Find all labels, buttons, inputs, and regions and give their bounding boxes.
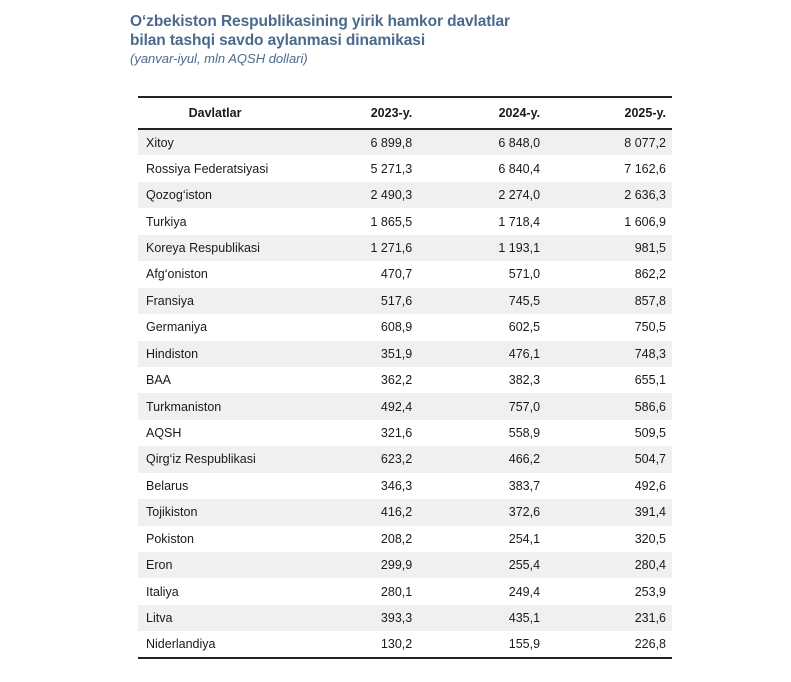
value-2025-cell: 226,8 [542, 631, 672, 657]
value-2023-cell: 517,6 [292, 288, 415, 314]
table-row [138, 261, 672, 287]
value-2025-cell: 253,9 [634, 584, 666, 599]
table-row [138, 526, 672, 552]
country-cell: Koreya Respublikasi [138, 235, 292, 261]
country-cell: Qozog‘iston [138, 182, 292, 208]
value-2023-cell: 346,3 [380, 478, 413, 493]
table-row [138, 605, 672, 631]
value-2023-cell: 321,6 [380, 426, 413, 441]
table-row [138, 288, 672, 314]
value-2025-cell: 586,6 [542, 393, 672, 419]
country-cell: Qirg‘iz Respublikasi [138, 446, 292, 472]
table-header-row [138, 97, 672, 129]
value-2025-cell: 280,4 [542, 552, 672, 578]
table-body [138, 129, 672, 658]
value-2024-cell: 476,1 [415, 341, 542, 367]
value-2024-cell: 757,0 [415, 393, 542, 419]
value-2023-cell: 362,2 [380, 373, 413, 388]
table-row [138, 552, 672, 578]
value-2024-cell: 6 840,4 [498, 161, 541, 176]
value-2024-cell: 382,3 [508, 373, 541, 388]
value-2023-cell: 393,3 [292, 605, 415, 631]
value-2024-cell: 372,6 [415, 499, 542, 525]
value-2023-cell: 6 899,8 [292, 129, 415, 155]
table-row [138, 420, 672, 446]
value-2024-cell: 558,9 [508, 426, 541, 441]
table-row [138, 578, 672, 604]
value-2025-cell: 857,8 [542, 288, 672, 314]
value-2025-cell: 492,6 [634, 478, 666, 493]
country-cell: Turkmaniston [138, 393, 292, 419]
value-2025-cell: 320,5 [634, 531, 666, 546]
table-row [138, 631, 672, 657]
table-row [138, 393, 672, 419]
value-2023-cell: 299,9 [292, 552, 415, 578]
trade-table [138, 96, 672, 659]
page-title-line-2: bilan tashqi savdo aylanmasi dinamikasi [130, 32, 426, 49]
table-row [138, 314, 672, 340]
table-row [138, 499, 672, 525]
country-cell: BAA [146, 373, 172, 388]
value-2023-cell: 2 490,3 [292, 182, 415, 208]
country-cell: Rossiya Federatsiyasi [146, 161, 269, 176]
country-cell: Eron [138, 552, 292, 578]
country-cell: Belarus [146, 478, 189, 493]
value-2025-cell: 750,5 [634, 320, 666, 335]
value-2024-cell: 1 718,4 [498, 214, 541, 229]
table-row [138, 208, 672, 234]
value-2023-cell: 470,7 [380, 267, 413, 282]
value-2024-cell: 2 274,0 [415, 182, 542, 208]
country-cell: Litva [138, 605, 292, 631]
value-2025-cell: 655,1 [634, 373, 666, 388]
value-2024-cell: 745,5 [415, 288, 542, 314]
table-row [138, 341, 672, 367]
value-2024-cell: 466,2 [415, 446, 542, 472]
value-2024-cell: 1 193,1 [415, 235, 542, 261]
value-2024-cell: 155,9 [415, 631, 542, 657]
value-2025-cell: 2 636,3 [542, 182, 672, 208]
value-2023-cell: 492,4 [292, 393, 415, 419]
value-2024-cell: 571,0 [508, 267, 541, 282]
page-subtitle: (yanvar-iyul, mln AQSH dollari) [130, 51, 308, 66]
value-2024-cell: 6 848,0 [415, 129, 542, 155]
table-row [138, 367, 672, 393]
value-2023-cell: 351,9 [292, 341, 415, 367]
value-2024-cell: 249,4 [508, 584, 541, 599]
column-header-2023: 2023-y. [292, 97, 415, 129]
table-row [138, 235, 672, 261]
table-row [138, 446, 672, 472]
value-2023-cell: 130,2 [292, 631, 415, 657]
value-2025-cell: 7 162,6 [624, 161, 666, 176]
value-2025-cell: 8 077,2 [542, 129, 672, 155]
country-cell: Tojikiston [138, 499, 292, 525]
value-2025-cell: 862,2 [634, 267, 666, 282]
value-2023-cell: 280,1 [380, 584, 413, 599]
table-row [138, 155, 672, 181]
column-header-country: Davlatlar [138, 97, 292, 129]
value-2024-cell: 254,1 [508, 531, 541, 546]
page-title-line-1: O‘zbekiston Respublikasining yirik hamkor davlatlar [130, 13, 510, 30]
country-cell: Pokiston [146, 531, 194, 546]
value-2024-cell: 383,7 [508, 478, 541, 493]
value-2023-cell: 608,9 [380, 320, 413, 335]
column-header-2025: 2025-y. [542, 97, 672, 129]
value-2023-cell: 1 271,6 [292, 235, 415, 261]
value-2025-cell: 231,6 [542, 605, 672, 631]
table-row [138, 182, 672, 208]
title-block [130, 12, 510, 67]
value-2025-cell: 748,3 [542, 341, 672, 367]
value-2023-cell: 623,2 [292, 446, 415, 472]
value-2024-cell: 602,5 [508, 320, 541, 335]
country-cell: AQSH [146, 426, 182, 441]
value-2025-cell: 391,4 [542, 499, 672, 525]
country-cell: Fransiya [138, 288, 292, 314]
country-cell: Niderlandiya [138, 631, 292, 657]
country-cell: Hindiston [138, 341, 292, 367]
table-row [138, 129, 672, 155]
value-2025-cell: 509,5 [634, 426, 666, 441]
value-2025-cell: 981,5 [542, 235, 672, 261]
trade-table-container [138, 96, 672, 659]
column-header-2024: 2024-y. [415, 97, 542, 129]
country-cell: Germaniya [146, 320, 208, 335]
table-row [138, 473, 672, 499]
country-cell: Xitoy [138, 129, 292, 155]
country-cell: Afg‘oniston [146, 267, 208, 282]
country-cell: Italiya [146, 584, 179, 599]
value-2023-cell: 1 865,5 [370, 214, 413, 229]
value-2024-cell: 435,1 [415, 605, 542, 631]
value-2023-cell: 5 271,3 [370, 161, 413, 176]
value-2025-cell: 1 606,9 [624, 214, 666, 229]
value-2024-cell: 255,4 [415, 552, 542, 578]
value-2023-cell: 416,2 [292, 499, 415, 525]
value-2025-cell: 504,7 [542, 446, 672, 472]
country-cell: Turkiya [146, 214, 187, 229]
value-2023-cell: 208,2 [380, 531, 413, 546]
